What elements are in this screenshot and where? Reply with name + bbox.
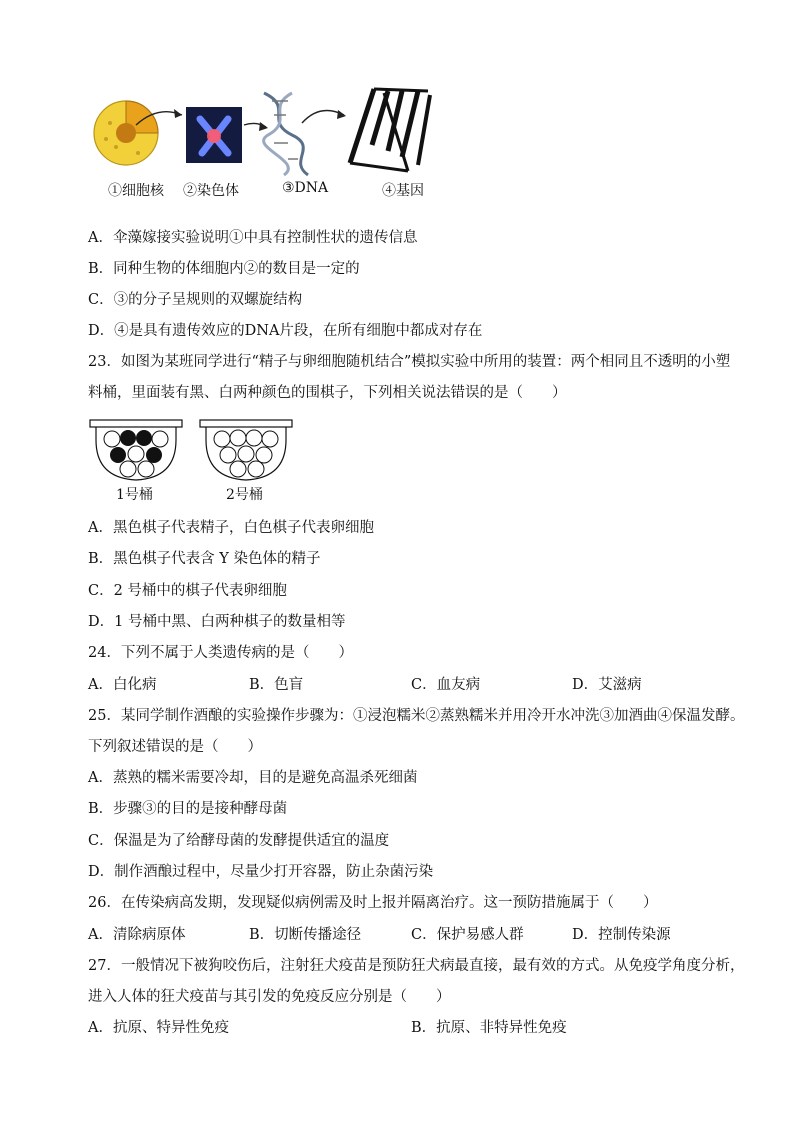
bucket-1 xyxy=(90,420,182,480)
dna-image xyxy=(264,93,308,175)
q26-option-c[interactable]: C．保护易感人群 xyxy=(411,927,524,943)
gene-image xyxy=(350,89,430,171)
q25-stem-line1: 25．某同学制作酒酿的实验操作步骤为：①浸泡糯米②蒸熟糯米并用冷开水冲洗③加酒曲④保温发酵。 xyxy=(88,708,745,724)
q23-option-a[interactable]: A．黑色棋子代表精子，白色棋子代表卵细胞 xyxy=(88,520,374,536)
bucket-2-label: 2号桶 xyxy=(226,487,263,503)
q25-option-b[interactable]: B．步骤③的目的是接种酵母菌 xyxy=(88,801,288,817)
q23-option-c[interactable]: C．2 号桶中的棋子代表卵细胞 xyxy=(88,583,287,599)
q24-stem: 24．下列不属于人类遗传病的是（ ） xyxy=(88,645,353,661)
q25-option-d[interactable]: D．制作酒酿过程中，尽量少打开容器，防止杂菌污染 xyxy=(88,864,434,880)
q26-option-d[interactable]: D．控制传染源 xyxy=(572,927,671,943)
q25-option-c[interactable]: C．保温是为了给酵母菌的发酵提供适宜的温度 xyxy=(88,833,390,849)
q26-option-a[interactable]: A．清除病原体 xyxy=(88,927,186,943)
q26-stem: 26．在传染病高发期，发现疑似病例需及时上报并隔离治疗。这一预防措施属于（ ） xyxy=(88,895,658,911)
q25-stem-line2: 下列叙述错误的是（ ） xyxy=(88,739,262,755)
q26-option-b[interactable]: B．切断传播途径 xyxy=(249,927,362,943)
figure-label-dna: ③DNA xyxy=(282,180,329,196)
q24-option-d[interactable]: D．艾滋病 xyxy=(572,677,642,693)
q23-option-d[interactable]: D．1 号桶中黑、白两种棋子的数量相等 xyxy=(88,614,346,630)
q24-option-b[interactable]: B．色盲 xyxy=(249,677,304,693)
q23-option-b[interactable]: B．黑色棋子代表含 Y 染色体的精子 xyxy=(88,551,321,567)
q25-option-a[interactable]: A．蒸熟的糯米需要冷却，目的是避免高温杀死细菌 xyxy=(88,770,418,786)
q23-stem-line1: 23．如图为某班同学进行“精子与卵细胞随机结合”模拟实验中所用的装置：两个相同且不透明的小塑 xyxy=(88,354,731,370)
figure-buckets xyxy=(88,418,308,484)
q27-option-b[interactable]: B．抗原、非特异性免疫 xyxy=(411,1020,567,1036)
q27-stem-line2: 进入人体的狂犬疫苗与其引发的免疫反应分别是（ ） xyxy=(88,989,451,1005)
q27-option-a[interactable]: A．抗原、特异性免疫 xyxy=(88,1020,229,1036)
q24-option-a[interactable]: A．白化病 xyxy=(88,677,157,693)
figure-label-nucleus: ①细胞核 xyxy=(108,183,164,199)
q22-option-d[interactable]: D．④是具有遗传效应的DNA片段，在所有细胞中都成对存在 xyxy=(88,323,483,339)
figure-label-chromosome: ②染色体 xyxy=(183,183,239,199)
nucleus-image xyxy=(94,101,158,165)
q23-stem-line2: 料桶，里面装有黑、白两种颜色的围棋子，下列相关说法错误的是（ ） xyxy=(88,385,567,401)
q27-stem-line1: 27．一般情况下被狗咬伤后，注射狂犬疫苗是预防狂犬病最直接，最有效的方式。从免疫学角度分析， xyxy=(88,958,745,974)
q24-option-c[interactable]: C．血友病 xyxy=(411,677,481,693)
figure-label-gene: ④基因 xyxy=(382,183,424,199)
q22-option-c[interactable]: C．③的分子呈规则的双螺旋结构 xyxy=(88,292,303,308)
figure-nucleus-to-gene xyxy=(88,85,448,180)
chromosome-image xyxy=(186,107,242,163)
bucket-2 xyxy=(200,420,292,480)
q22-option-b[interactable]: B．同种生物的体细胞内②的数目是一定的 xyxy=(88,261,360,277)
q22-option-a[interactable]: A．伞藻嫁接实验说明①中具有控制性状的遗传信息 xyxy=(88,230,418,246)
bucket-1-label: 1号桶 xyxy=(116,487,153,503)
